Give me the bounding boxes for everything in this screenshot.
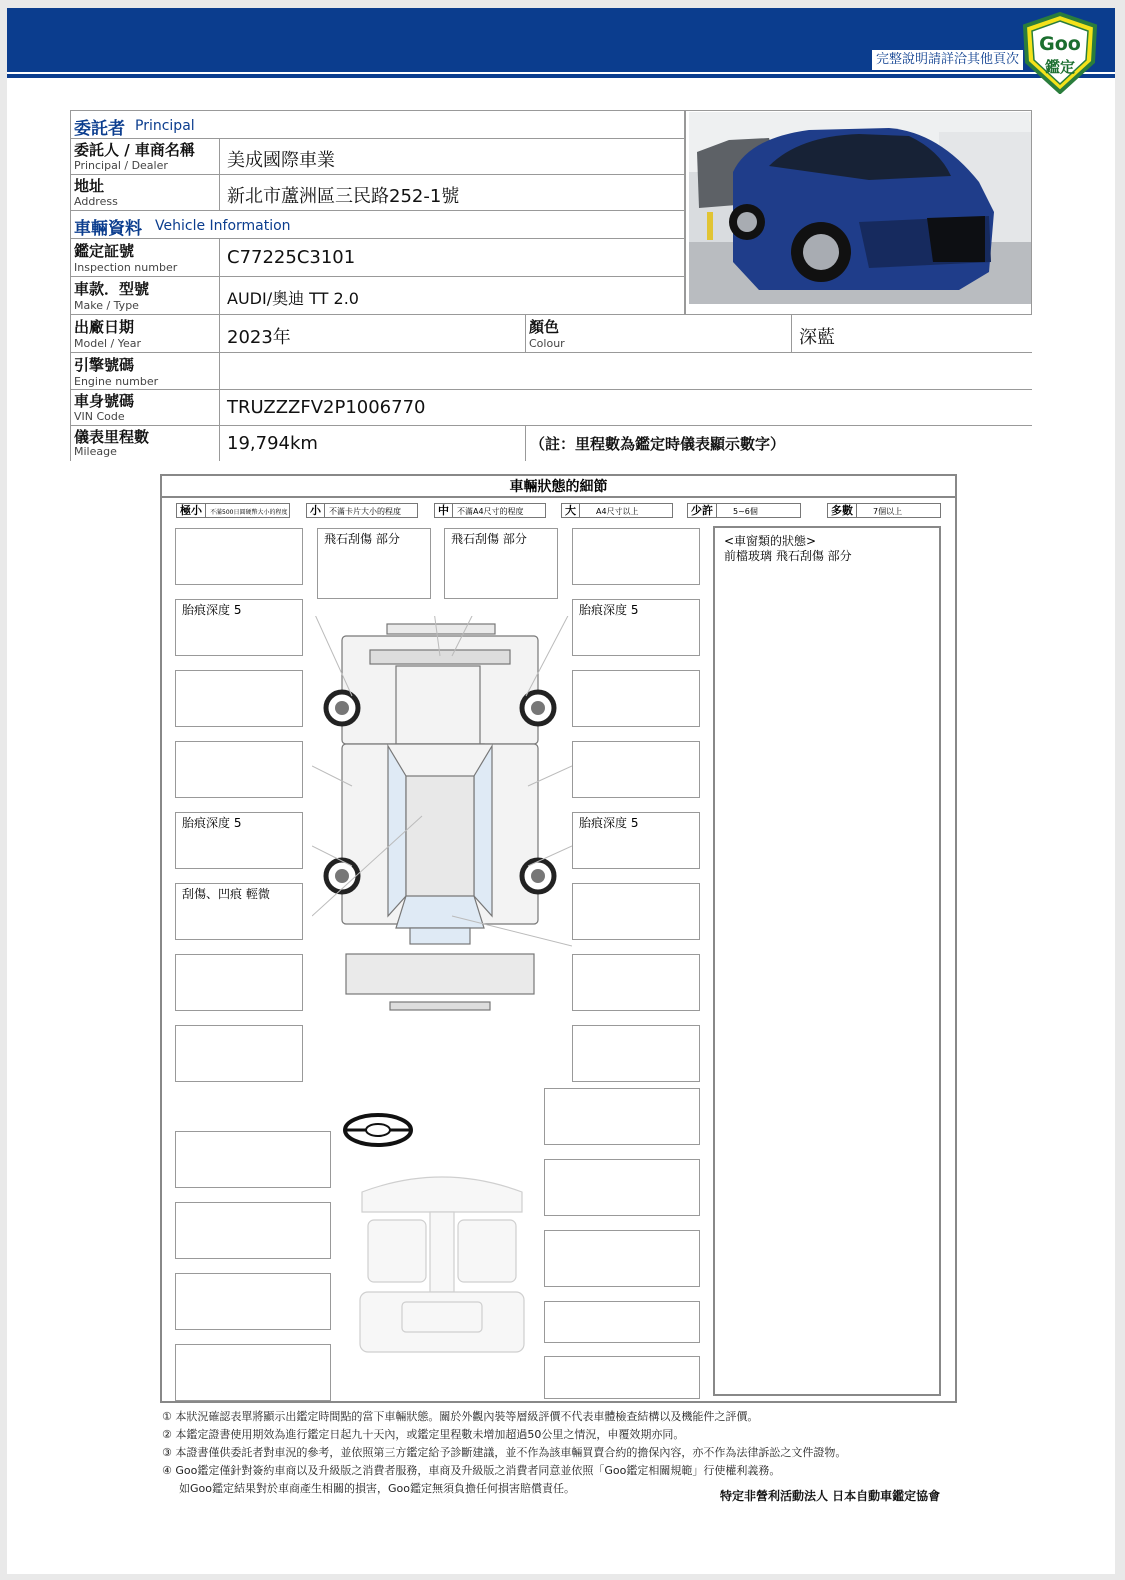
colour-value: 深藍 — [799, 327, 835, 348]
legend-item: 大 A4尺寸以上 — [561, 503, 673, 518]
footer-note: ④ Goo鑑定僅針對簽約車商以及升級版之消費者服務，車商及升級版之消費者同意並依照「Goo鑑定相關規範」行使權利義務。 — [162, 1464, 781, 1477]
dealer-label: 委託人 / 車商名稱 Principal / Dealer — [71, 139, 220, 175]
mileage-label: 儀表里程數 Mileage — [71, 426, 220, 461]
legend-item: 多數 7個以上 — [827, 503, 941, 518]
principal-section-header — [71, 111, 685, 139]
damage-box — [175, 670, 303, 727]
logo-text-bottom: 鑑定 — [1044, 58, 1076, 76]
mileage-note: （註：里程數為鑑定時儀表顯示數字） — [530, 435, 786, 453]
interior-box — [175, 1202, 331, 1259]
remark-body: 前檔玻璃 飛石刮傷 部分 — [724, 549, 852, 563]
footer-note: ① 本狀況確認表單將顯示出鑑定時間點的當下車輛狀態。關於外觀內裝等層級評價不代表車體檢查結構以及機能件之評價。 — [162, 1410, 759, 1423]
window-condition-remark — [713, 526, 941, 1396]
damage-box — [572, 883, 700, 940]
damage-box — [572, 528, 700, 585]
dealer-value-cell — [220, 139, 685, 175]
inspection-value-cell — [220, 239, 685, 277]
footer-note: ② 本鑑定證書使用期效為進行鑑定日起九十天內，或鑑定里程數未增加超過50公里之情況，申覆效期亦同。 — [162, 1428, 685, 1441]
principal-section-en: Principal — [135, 118, 195, 134]
interior-box — [175, 1344, 331, 1401]
colour-label: 顏色 Colour — [526, 315, 792, 353]
footer-note: ③ 本證書僅供委託者對車況的參考，並依照第三方鑑定給予診斷建議，並不作為該車輛買賣合約的擔保內容，亦不作為法律訴訟之文件證物。 — [162, 1446, 847, 1459]
interior-box — [544, 1301, 700, 1343]
damage-box: 胎痕深度 5 — [175, 812, 303, 869]
remark-title: <車窗類的狀態> — [724, 534, 817, 548]
year-label: 出廠日期 Model / Year — [71, 315, 220, 353]
legend-item: 中 不滿A4尺寸的程度 — [434, 503, 546, 518]
header-rule — [7, 74, 1115, 78]
address-label: 地址 Address — [71, 175, 220, 211]
address-value-cell — [220, 175, 685, 211]
footer-notes — [162, 1408, 962, 1498]
damage-box: 飛石刮傷 部分 — [317, 528, 431, 599]
inspection-label: 鑑定証號 Inspection number — [71, 239, 220, 277]
dealer-value: 美成國際車業 — [227, 150, 335, 171]
issuing-organization: 特定非營利活動法人 日本自動車鑑定協會 — [720, 1489, 941, 1503]
damage-box — [572, 670, 700, 727]
steering-wheel-icon — [342, 1110, 414, 1150]
colour-value-cell — [792, 315, 1032, 353]
detail-title: 車輛狀態的細節 — [162, 476, 955, 498]
vin-value-cell — [220, 390, 1032, 426]
mileage-value: 19,794km — [227, 433, 318, 454]
vehicle-section-zh: 車輛資料 — [74, 219, 142, 239]
year-value: 2023年 — [227, 327, 291, 348]
damage-box: 胎痕深度 5 — [175, 599, 303, 656]
make-label: 車款．型號 Make / Type — [71, 277, 220, 315]
make-value: AUDI/奧迪 TT 2.0 — [227, 289, 359, 308]
inspection-value: C77225C3101 — [227, 247, 356, 268]
header-note: 完整說明請詳洽其他頁次 — [872, 50, 1023, 70]
engine-value-cell — [220, 353, 1032, 390]
legend-item: 小 不滿卡片大小的程度 — [306, 503, 418, 518]
vin-label: 車身號碼 VIN Code — [71, 390, 220, 426]
goo-logo — [1019, 12, 1101, 94]
legend-item: 少許 5~6個 — [687, 503, 801, 518]
car-diagram — [312, 616, 572, 1016]
damage-box: 飛石刮傷 部分 — [444, 528, 558, 599]
vehicle-section-en: Vehicle Information — [155, 218, 291, 234]
vehicle-section-header — [71, 211, 685, 239]
damage-box: 刮傷、凹痕 輕微 — [175, 883, 303, 940]
mileage-note-cell — [526, 426, 1032, 461]
damage-box — [175, 954, 303, 1011]
mileage-value-cell — [220, 426, 526, 461]
damage-box — [572, 741, 700, 798]
condition-detail-panel — [160, 474, 957, 1403]
interior-box — [544, 1230, 700, 1287]
damage-box: 胎痕深度 5 — [572, 812, 700, 869]
damage-box: 胎痕深度 5 — [572, 599, 700, 656]
damage-box — [572, 1025, 700, 1082]
engine-label: 引擎號碼 Engine number — [71, 353, 220, 390]
interior-box — [544, 1356, 700, 1399]
footer-note: 如Goo鑑定結果對於車商產生相關的損害，Goo鑑定無須負擔任何損害賠償責任。 — [179, 1482, 575, 1495]
interior-box — [175, 1131, 331, 1188]
address-value: 新北市蘆洲區三民路252-1號 — [227, 186, 460, 207]
interior-box — [175, 1273, 331, 1330]
year-value-cell — [220, 315, 526, 353]
damage-box — [175, 528, 303, 585]
vehicle-photo — [689, 112, 1031, 304]
damage-box — [572, 954, 700, 1011]
interior-diagram — [352, 1172, 532, 1377]
principal-section-zh: 委託者 — [74, 119, 125, 139]
interior-box — [544, 1088, 700, 1145]
damage-box — [175, 1025, 303, 1082]
interior-box — [544, 1159, 700, 1216]
vin-value: TRUZZZFV2P1006770 — [227, 397, 426, 418]
damage-box — [175, 741, 303, 798]
make-value-cell — [220, 277, 685, 315]
logo-text-top: Goo — [1039, 33, 1081, 55]
legend-item: 極小 不滿500日圓硬幣大小的程度 — [176, 503, 290, 518]
